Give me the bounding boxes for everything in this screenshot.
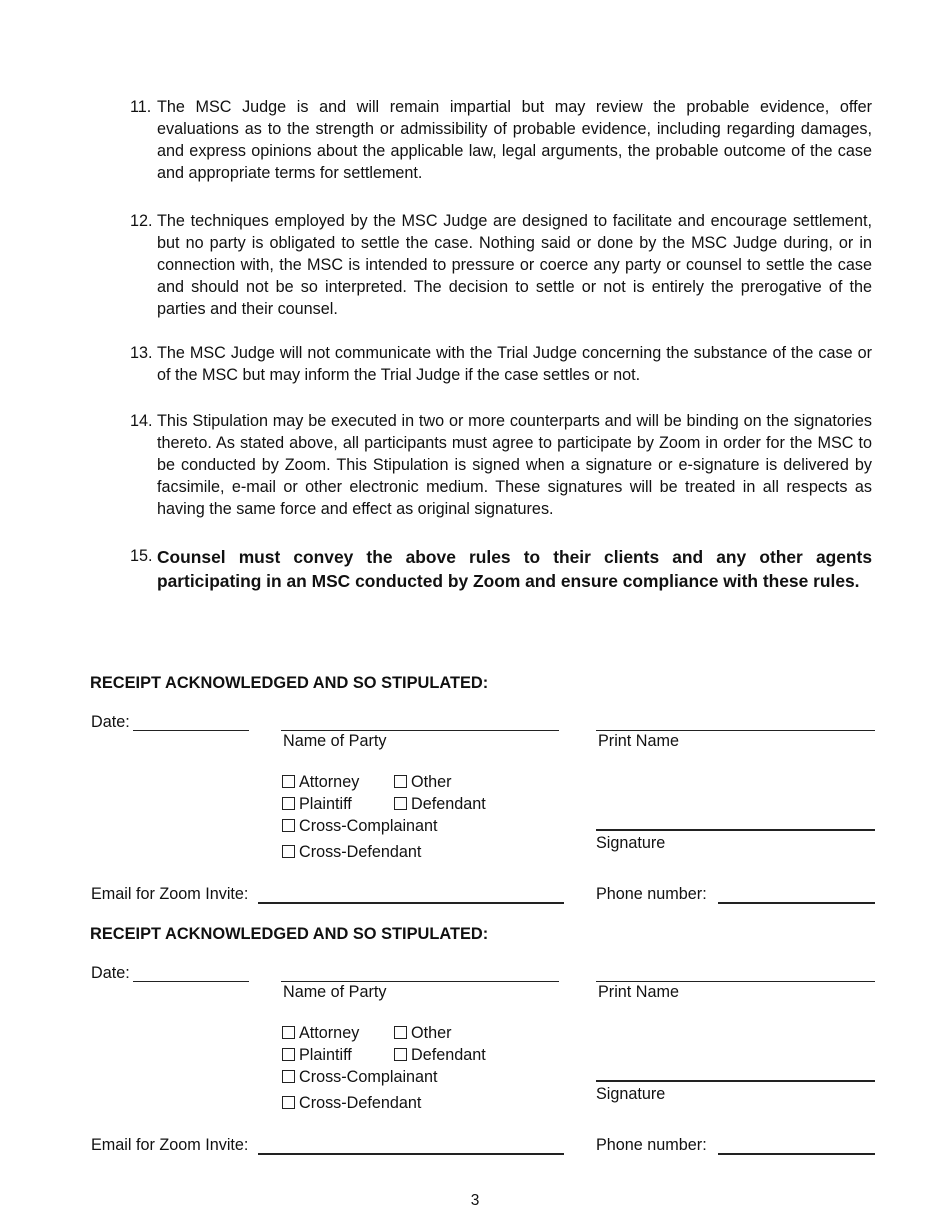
checkbox-icon [282, 845, 295, 858]
name-of-party-label: Name of Party [283, 983, 387, 1001]
checkbox-label: Attorney [299, 773, 360, 791]
checkbox-label: Cross-Complainant [299, 817, 438, 835]
signature-label: Signature [596, 834, 666, 852]
checkbox-icon [282, 797, 295, 810]
print-name-label: Print Name [598, 732, 679, 750]
checkbox-icon [282, 1096, 295, 1109]
cross-complainant-checkbox[interactable] [282, 817, 438, 836]
paragraph-text: This Stipulation may be executed in two or more counterparts and will be binding on the signatories thereto. As stated above, all participants must agree to participate by Zoom in order for the MSC to be conducted by Zoom. This Stipulation is signed when a signature or e-signature is delivered by facsimile, e-mail or other electronic medium. These signatures will be treated in all respects as having the same force and effect as original signatures. [157, 412, 872, 518]
plaintiff-checkbox[interactable] [282, 1046, 352, 1065]
phone-label: Phone number: [596, 885, 707, 903]
checkbox-label: Other [411, 1024, 452, 1042]
paragraph-text: The techniques employed by the MSC Judge are designed to facilitate and encourage settlement, but no party is obligated to settle the case. Nothing said or done by the MSC Judge during, or in connection with, the MSC is intended to pressure or coerce any party or counsel to settle the case and should not be so interpreted. The decision to settle or not is entirely the prerogative of the parties and their counsel. [157, 212, 872, 318]
date-field[interactable] [133, 981, 249, 982]
checkbox-label: Defendant [411, 795, 486, 813]
plaintiff-checkbox[interactable] [282, 795, 352, 814]
signature-label: Signature [596, 1085, 666, 1103]
checkbox-icon [282, 775, 295, 788]
checkbox-icon [282, 1048, 295, 1061]
paragraph-number: 14. [130, 412, 153, 430]
attorney-checkbox[interactable] [282, 773, 359, 792]
cross-defendant-checkbox[interactable] [282, 1094, 421, 1113]
stipulation-heading: RECEIPT ACKNOWLEDGED AND SO STIPULATED: [90, 925, 489, 943]
paragraph-number: 13. [130, 344, 153, 362]
cross-complainant-checkbox[interactable] [282, 1068, 438, 1087]
checkbox-icon [394, 1026, 407, 1039]
cross-defendant-checkbox[interactable] [282, 843, 421, 862]
checkbox-label: Plaintiff [299, 795, 352, 813]
checkbox-label: Plaintiff [299, 1046, 352, 1064]
checkbox-label: Other [411, 773, 452, 791]
name-of-party-field[interactable] [281, 981, 559, 982]
phone-label: Phone number: [596, 1136, 707, 1154]
stipulation-heading: RECEIPT ACKNOWLEDGED AND SO STIPULATED: [90, 674, 489, 692]
date-field[interactable] [133, 730, 249, 731]
email-label: Email for Zoom Invite: [91, 1136, 249, 1154]
checkbox-icon [394, 1048, 407, 1061]
phone-field[interactable] [718, 1153, 875, 1155]
other-checkbox[interactable] [394, 773, 452, 792]
checkbox-icon [282, 819, 295, 832]
email-field[interactable] [258, 1153, 564, 1155]
paragraph-text: The MSC Judge is and will remain impartial but may review the probable evidence, offer evaluations as to the strength or admissibility of probable evidence, including regarding damages, and express opinions about the applicable law, legal arguments, the probable outcome of the case and appropriate terms for settlement. [157, 98, 872, 182]
checkbox-label: Cross-Complainant [299, 1068, 438, 1086]
other-checkbox[interactable] [394, 1024, 452, 1043]
email-label: Email for Zoom Invite: [91, 885, 249, 903]
email-field[interactable] [258, 902, 564, 904]
date-label: Date: [91, 713, 130, 731]
print-name-field[interactable] [596, 981, 875, 982]
print-name-field[interactable] [596, 730, 875, 731]
checkbox-label: Cross-Defendant [299, 843, 422, 861]
date-label: Date: [91, 964, 130, 982]
paragraph-number: 15. [130, 547, 153, 565]
checkbox-icon [282, 1026, 295, 1039]
name-of-party-label: Name of Party [283, 732, 387, 750]
attorney-checkbox[interactable] [282, 1024, 359, 1043]
phone-field[interactable] [718, 902, 875, 904]
checkbox-icon [394, 775, 407, 788]
page-number: 3 [470, 1192, 480, 1209]
defendant-checkbox[interactable] [394, 1046, 486, 1065]
print-name-label: Print Name [598, 983, 679, 1001]
signature-field[interactable] [596, 829, 875, 831]
checkbox-label: Attorney [299, 1024, 360, 1042]
paragraph-number: 12. [130, 212, 153, 230]
defendant-checkbox[interactable] [394, 795, 486, 814]
signature-field[interactable] [596, 1080, 875, 1082]
paragraph-text: Counsel must convey the above rules to their clients and any other agents participating in an MSC conducted by Zoom and ensure compliance with these rules. [157, 547, 872, 592]
paragraph-number: 11. [130, 98, 152, 116]
checkbox-icon [394, 797, 407, 810]
checkbox-icon [282, 1070, 295, 1083]
checkbox-label: Defendant [411, 1046, 486, 1064]
paragraph-text: The MSC Judge will not communicate with the Trial Judge concerning the substance of the case or of the MSC but may inform the Trial Judge if the case settles or not. [157, 344, 872, 384]
name-of-party-field[interactable] [281, 730, 559, 731]
checkbox-label: Cross-Defendant [299, 1094, 422, 1112]
